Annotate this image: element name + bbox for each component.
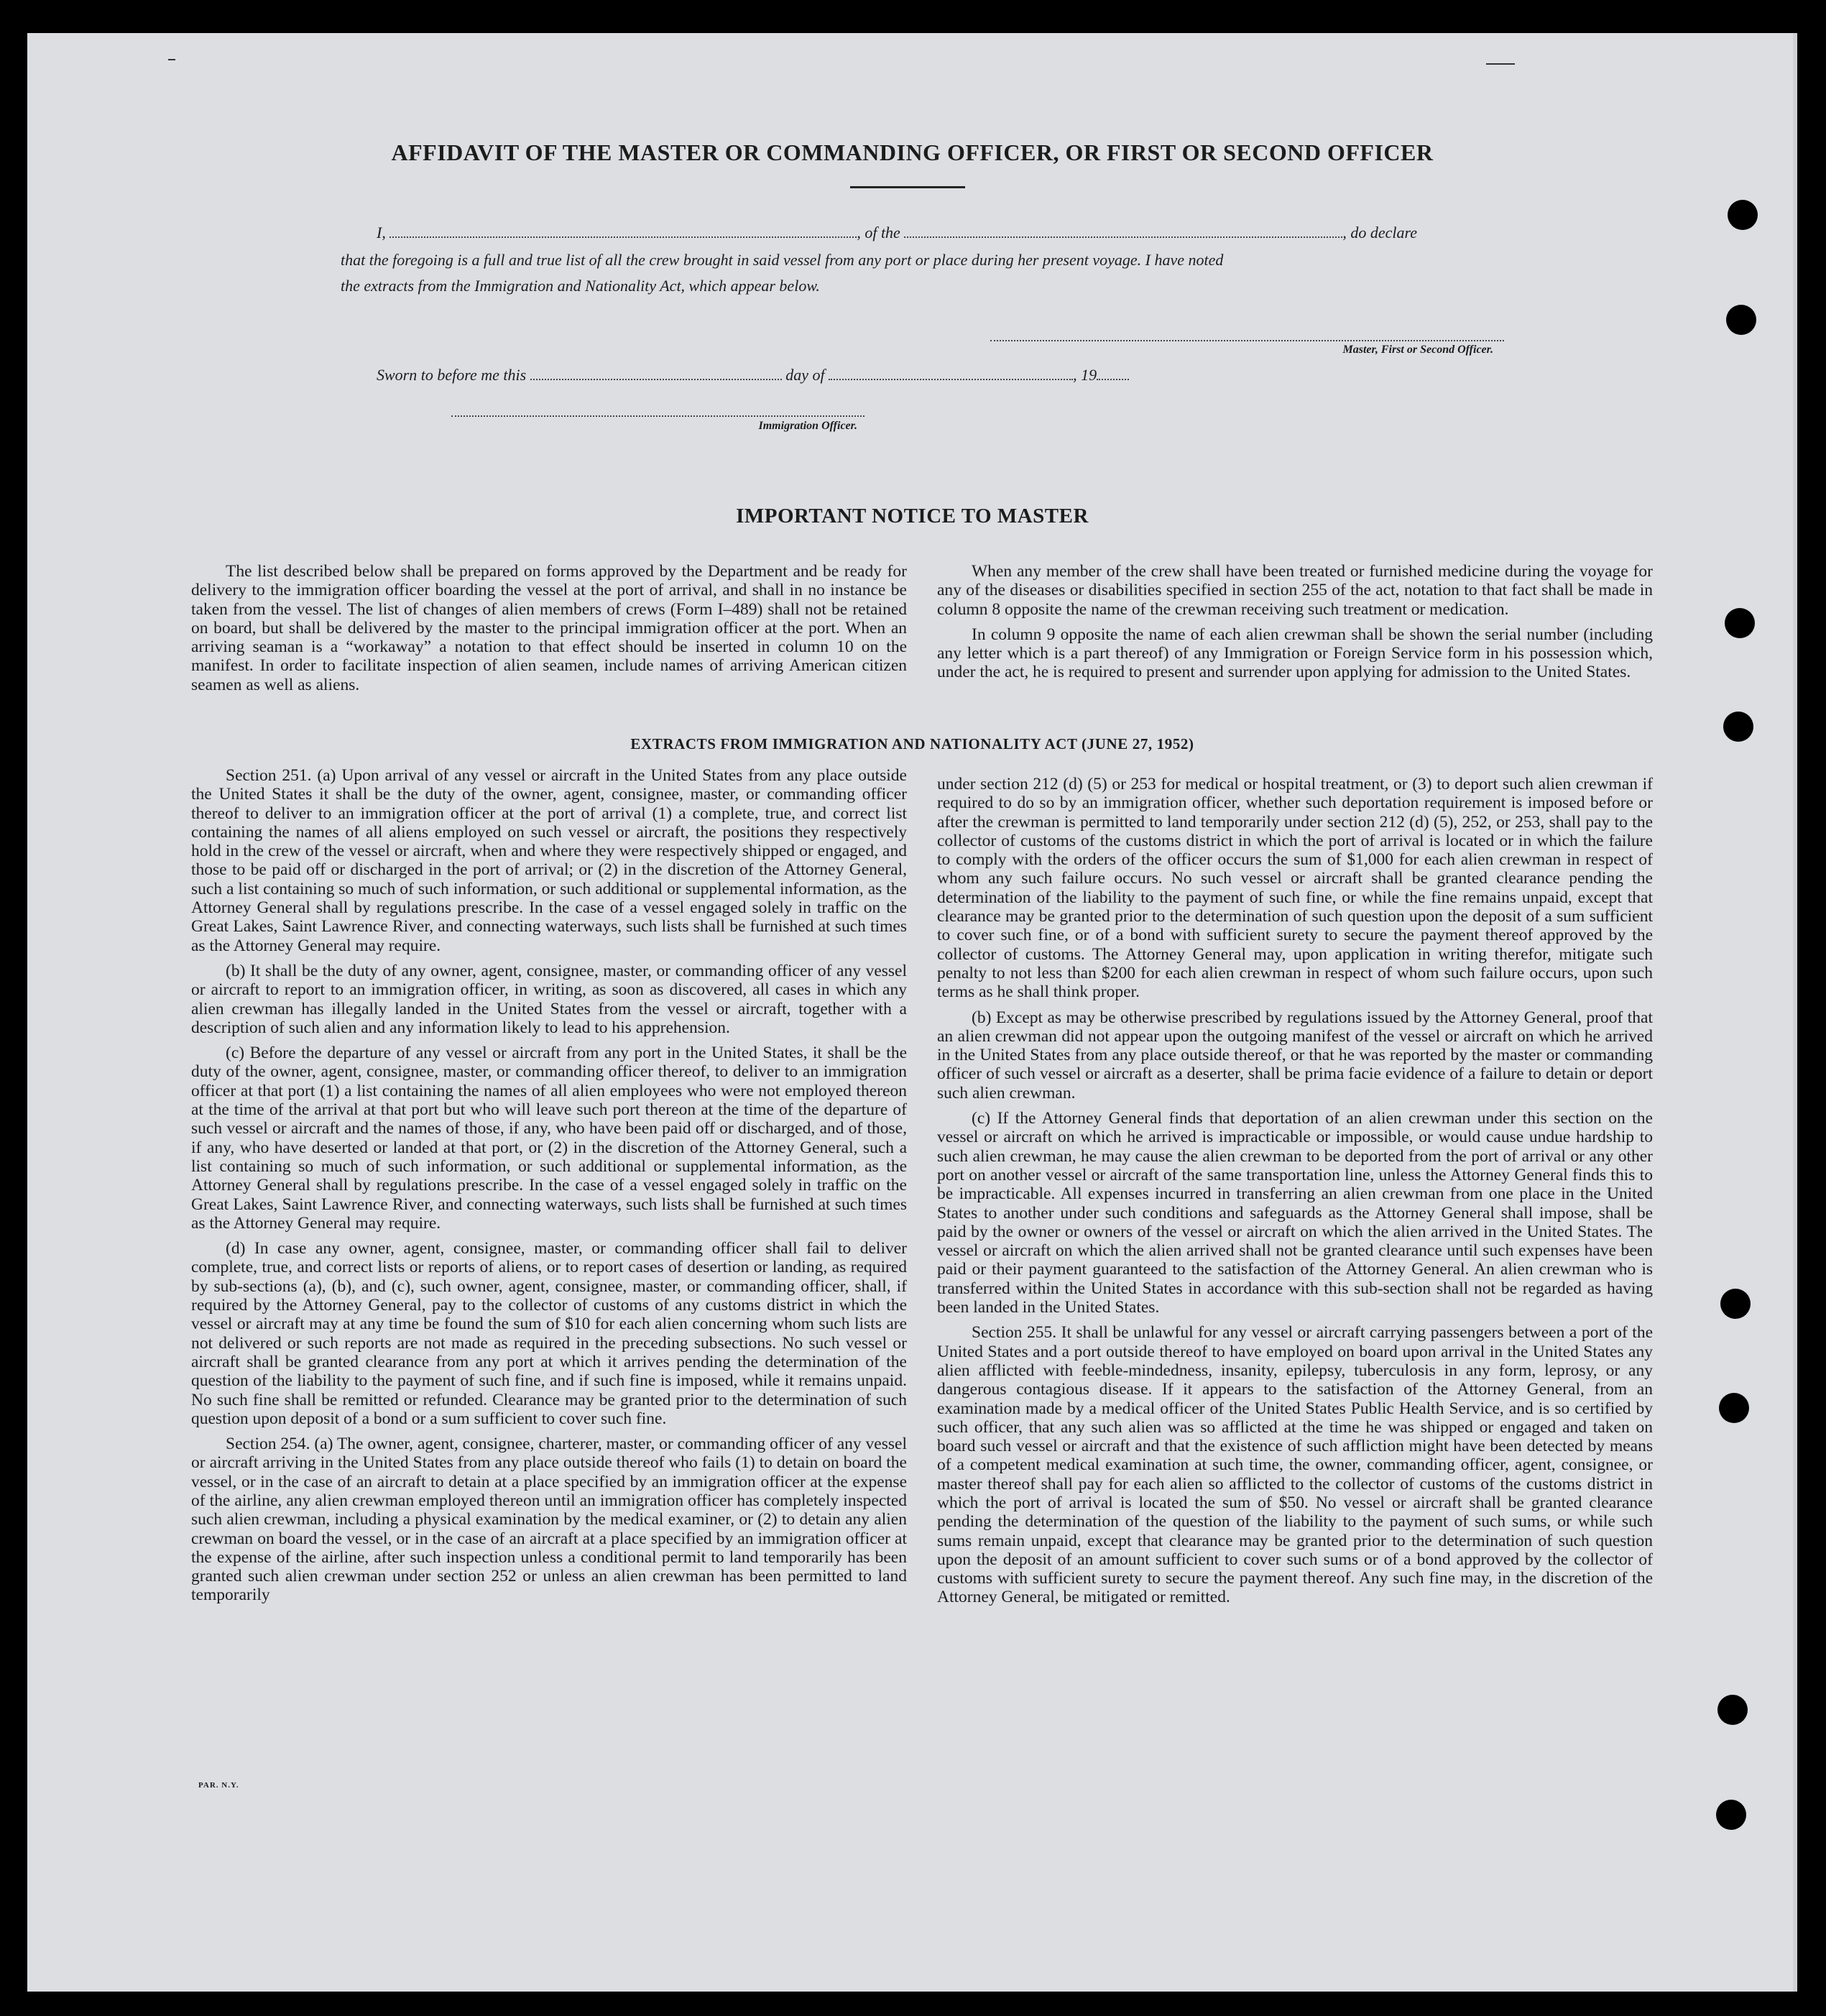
affidavit-title: AFFIDAVIT OF THE MASTER OR COMMANDING OFFICER, OR FIRST OR SECOND OFFICER bbox=[391, 139, 1434, 165]
punch-hole bbox=[1726, 305, 1756, 335]
printer-mark: PAR. N.Y. bbox=[198, 1781, 239, 1790]
extract-paragraph: Section 251. (a) Upon arrival of any vessel or aircraft in the United States from any place outside the United States it shall be the duty of the owner, agent, consignee, master, or commanding officer thereof to deliver to an immigration officer at the port of arrival (1) a complete, true, and correct list containing the names of all aliens employed on such vessel or aircraft, the positions they respectively hold in the crew of the vessel or aircraft, when and where they were respectively shipped or engaged, and those to be paid off or discharged in the port of arrival; or (2) in the discretion of the Attorney General, such a list containing so much of such information, or such additional or supplemental information, as the Attorney General shall by regulations prescribe. In the case of a vessel engaged solely in traffic on the Great Lakes, Saint Lawrence River, and connecting waterways, such lists shall be furnished at such times as the Attorney General may require. bbox=[191, 766, 907, 955]
notice-right-column bbox=[937, 562, 1653, 689]
statement-line-1: that the foregoing is a full and true list of all the crew brought in said vessel from any port or place during her present voyage. I have noted bbox=[341, 251, 1224, 269]
master-caption: Master, First or Second Officer. bbox=[1342, 344, 1493, 356]
scan-mark bbox=[1486, 63, 1515, 65]
notice-right-paragraph-2: In column 9 opposite the name of each alien crewman shall be shown the serial number (including any letter which is a part thereof) of any Immigration or Foreign Service form in his possession which, under the act, he is required to present and surrender upon applying for admission to the United States. bbox=[937, 625, 1653, 682]
extracts-left-column bbox=[191, 766, 907, 1611]
declaration-line bbox=[377, 220, 1505, 246]
extract-paragraph: Section 254. (a) The owner, agent, consignee, charterer, master, or commanding officer of any vessel or aircraft arriving in the United States from any place outside thereof who fails (1) to detain on board the vessel, or in the case of an aircraft to detain at a place specified by an immigration officer at the expense of the airline, any alien crewman employed thereon until an immigration officer has completely inspected such alien crewman, including a physical examination by the medical examiner, or (2) to detain any alien crewman on board the vessel, or in the case of an aircraft at a place specified by an immigration officer at the expense of the airline, after such inspection unless a conditional permit to land temporarily has been granted such alien crewman under section 252 or unless an alien crewman has been permitted to land temporarily bbox=[191, 1435, 907, 1605]
punch-hole bbox=[1717, 1695, 1748, 1725]
scan-mark bbox=[168, 59, 175, 60]
sworn-year-text: , 19 bbox=[1073, 366, 1097, 384]
master-signature-line[interactable] bbox=[990, 340, 1504, 341]
punch-hole bbox=[1716, 1800, 1746, 1830]
sworn-day-field[interactable] bbox=[530, 367, 782, 380]
notice-right-paragraph-1: When any member of the crew shall have been treated or furnished medicine during the voyage for any of the diseases or disabilities specified in section 255 of the act, notation to that fact shall be made in column 8 opposite the name of the crewman receiving such treatment or medication. bbox=[937, 562, 1653, 619]
punch-hole bbox=[1719, 1393, 1749, 1423]
extract-paragraph: (c) If the Attorney General finds that deportation of an alien crewman under this section on the vessel or aircraft on which he arrived is impracticable or impossible, or would cause undue hardship to such alien crewman, he may cause the alien crewman to be deported from the port of arrival or any other port on another vessel or aircraft of the same transportation line, unless the Attorney General finds this to be impracticable. All expenses incurred in transferring an alien crewman from one place in the United States to another under such conditions and safeguards as the Attorney General shall impose, shall be paid by the owner or owners of the vessel or aircraft on which the alien arrived in the United States. The vessel or aircraft on which the alien arrived shall not be granted clearance until such expenses have been paid or their payment guaranteed to the satisfaction of the Attorney General. An alien crewman who is transferred within the United States in accordance with this sub-section shall not be regarded as having been landed in the United States. bbox=[937, 1109, 1653, 1317]
statement-line-2: the extracts from the Immigration and Nationality Act, which appear below. bbox=[341, 277, 820, 295]
notice-left-paragraph: The list described below shall be prepared on forms approved by the Department and be ready for delivery to the immigration officer boarding the vessel at the port of arrival, and shall in no instance be taken from the vessel. The list of changes of alien members of crews (Form I–489) shall not be retained on board, but shall be delivered by the master to the principal immigration officer at the port. When an arriving seaman is a “workaway” a notation to that effect should be inserted in column 10 on the manifest. In order to facilitate inspection of alien seamen, include names of arriving American citizen seamen as well as aliens. bbox=[191, 562, 907, 694]
declare-of-the-text: , of the bbox=[857, 224, 900, 241]
declare-i-text: I, bbox=[377, 224, 386, 241]
page-edge bbox=[1793, 33, 1797, 1992]
extracts-title: EXTRACTS FROM IMMIGRATION AND NATIONALITY ACT (JUNE 27, 1952) bbox=[630, 735, 1194, 752]
punch-hole bbox=[1723, 712, 1753, 742]
punch-hole bbox=[1725, 608, 1755, 638]
extract-paragraph: (d) In case any owner, agent, consignee, master, or commanding officer shall fail to deliver complete, true, and correct lists or reports of aliens, or to report cases of desertion or landing, as required by sub-sections (a), (b), and (c), such owner, agent, consignee, master, or commanding officer, shall, if required by the Attorney General, pay to the collector of customs of any customs district in which the vessel or aircraft may at any time be found the sum of $10 for each alien concerning whom such lists are not delivered or such reports are not made as required in the preceding subsections. No such vessel or aircraft shall be granted clearance from any port at which it arrives pending the determination of the question of the liability to the payment of such fine, and if such fine is imposed, while it remains unpaid. No such fine shall be remitted or refunded. Clearance may be granted prior to the determination of such question upon deposit of a bond or a sum sufficient to cover such fine. bbox=[191, 1239, 907, 1428]
vessel-name-field[interactable] bbox=[904, 225, 1342, 238]
extracts-right-column bbox=[937, 775, 1653, 1614]
title-rule bbox=[850, 186, 965, 188]
officer-caption: Immigration Officer. bbox=[758, 420, 857, 432]
sworn-month-field[interactable] bbox=[829, 367, 1073, 380]
extract-paragraph: (c) Before the departure of any vessel or aircraft from any port in the United States, it shall be the duty of the owner, agent, consignee, master, or commanding officer thereof, to deliver to an immigration officer at that port (1) a list containing the names of all alien employees who were not employed thereon at the time of the arrival at that port but who will leave such port thereon at the time of the departure of such vessel or aircraft and the names of those, if any, who have been paid off or discharged, and of those, if any, who have deserted or landed at that port, or (2) in the discretion of the Attorney General, such a list containing so much of such information, or such additional or supplemental information, as the Attorney General shall by regulations prescribe. In the case of a vessel engaged solely in traffic on the Great Lakes, Saint Lawrence River, and connecting waterways, such lists shall be furnished at such times as the Attorney General may require. bbox=[191, 1044, 907, 1233]
extract-paragraph: (b) Except as may be otherwise prescribed by regulations issued by the Attorney General, proof that an alien crewman did not appear upon the outgoing manifest of the vessel or aircraft on which he arrived in the United States from any place outside thereof, or that he was reported by the master or commanding officer of such vessel or aircraft as a deserter, shall be prima facie evidence of a failure to detain or deport such alien crewman. bbox=[937, 1008, 1653, 1103]
sworn-day-of-text: day of bbox=[785, 366, 825, 384]
extract-paragraph: under section 212 (d) (5) or 253 for medical or hospital treatment, or (3) to deport such alien crewman if required to do so by an immigration officer, whether such deportation requirement is imposed before or after the crewman is permitted to land temporarily under section 212 (d) (5), 252, or 253, shall pay to the collector of customs of the customs district in which the port of arrival is located or in which the failure to comply with the orders of the officer occurs the sum of $1,000 for each alien crewman in respect of whom any such failure occurs. No such vessel or aircraft shall be granted clearance pending the determination of the liability to the payment of such fine, or while the fine remains unpaid, except that clearance may be granted prior to the determination of such question upon the deposit of a sum sufficient to cover such fine, or of a bond with sufficient surety to secure the payment thereof approved by the collector of customs. The Attorney General may, upon application in writing therefor, mitigate such penalty to not less than $200 for each alien crewman in respect of whom such failure occurs, upon such terms as he shall think proper. bbox=[937, 775, 1653, 1002]
notice-title: IMPORTANT NOTICE TO MASTER bbox=[736, 505, 1089, 528]
officer-signature-line[interactable] bbox=[451, 415, 864, 417]
sworn-prefix-text: Sworn to before me this bbox=[377, 366, 527, 384]
extract-paragraph: Section 255. It shall be unlawful for any vessel or aircraft carrying passengers between a port of the United States and a port outside thereof to have employed on board upon arrival in the United States any alien afflicted with feeble-mindedness, insanity, epilepsy, tuberculosis in any form, leprosy, or any dangerous contagious disease. If it appears to the satisfaction of the Attorney General, from an examination made by a medical officer of the United States Public Health Service, and is so certified by such officer, that any such alien was so afflicted at the time he was shipped or engaged and taken on board such vessel or aircraft and that the existence of such affliction might have been detected by means of a competent medical examination at such time, the owner, commanding officer, agent, consignee, or master thereof shall pay for each alien so afflicted to the collector of customs of the customs district in which the port of arrival is located the sum of $50. No vessel or aircraft shall be granted clearance pending the determination of the question of the liability to the payment of such sums, or while such sums remain unpaid, except that clearance may be granted prior to the determination of such question upon the deposit of an amount sufficient to cover such sums or of a bond approved by the collector of customs with sufficient surety to secure the payment thereof. Any such fine may, in the discretion of the Attorney General, be mitigated or remitted. bbox=[937, 1323, 1653, 1607]
punch-hole bbox=[1728, 200, 1758, 230]
extract-paragraph: (b) It shall be the duty of any owner, agent, consignee, master, or commanding officer of any vessel or aircraft to report to an immigration officer, in writing, as soon as discovered, all cases in which any alien crewman has illegally landed in the United States from the vessel or aircraft, together with a description of such alien and any information likely to lead to his apprehension. bbox=[191, 961, 907, 1037]
punch-hole bbox=[1720, 1289, 1751, 1319]
sworn-line bbox=[377, 362, 1311, 388]
form-page bbox=[27, 33, 1797, 1992]
declarant-name-field[interactable] bbox=[389, 225, 857, 238]
notice-left-column bbox=[191, 562, 907, 701]
declare-do-declare-text: , do declare bbox=[1342, 224, 1417, 241]
sworn-year-field[interactable] bbox=[1097, 367, 1129, 380]
